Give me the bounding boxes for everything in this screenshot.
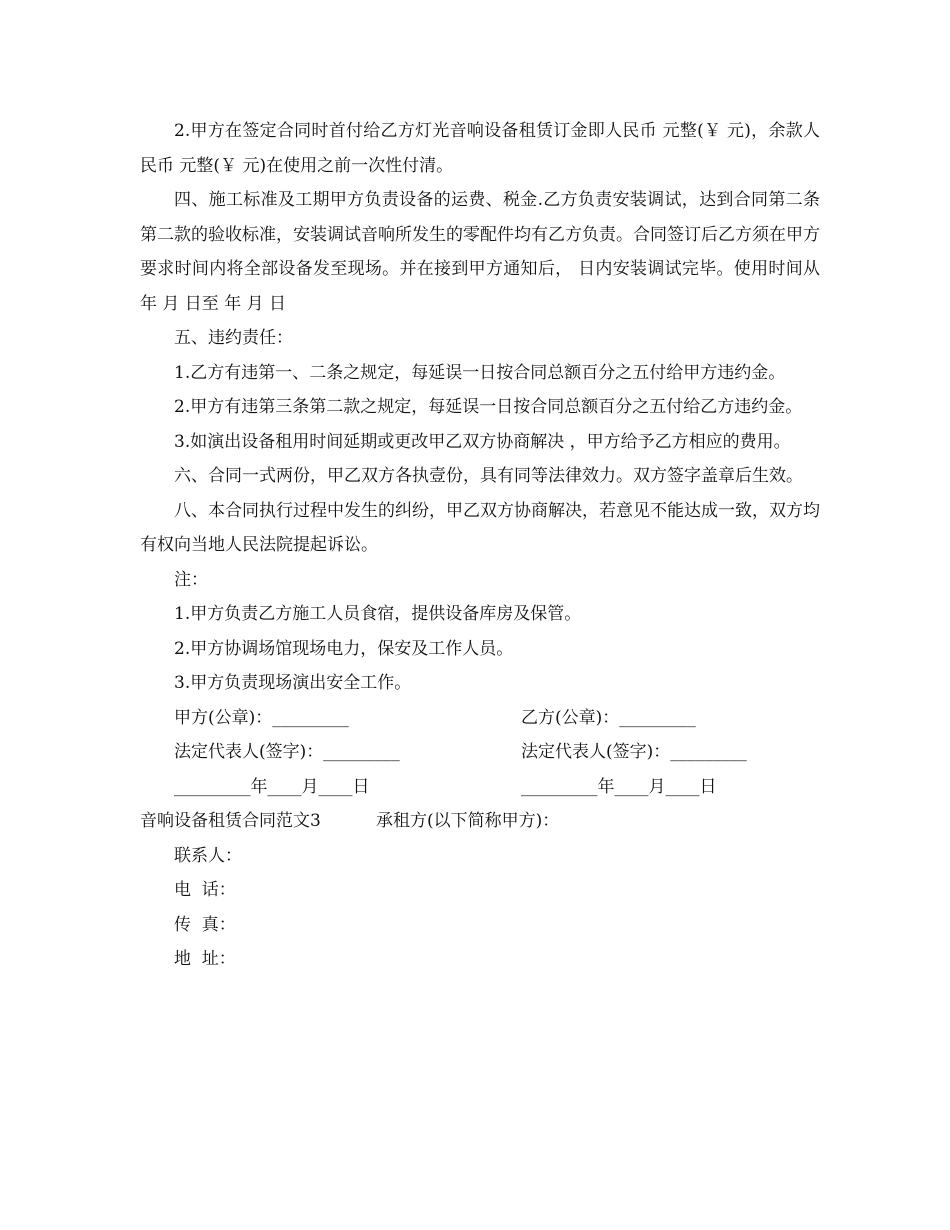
field-fax: 传 真：: [174, 914, 236, 935]
field-address: 地 址：: [174, 949, 236, 969]
clause-breach-b: 1.乙方有违第一、二条之规定，每延误一日按合同总额百分之五付给甲方违约金。: [174, 362, 786, 383]
party-a-date: _________年____月____日: [174, 776, 370, 797]
clause-disputes: 八、本合同执行过程中发生的纠纷，甲乙双方协商解决，若意见不能达成一致，双方均有权向当地人民法院提起诉讼。: [140, 500, 820, 555]
note-3: 3.甲方负责现场演出安全工作。: [174, 673, 412, 693]
notes-heading: 注：: [174, 569, 208, 590]
party-a-rep: 法定代表人(签字)：_________: [174, 742, 400, 762]
signature-rep-row: [140, 735, 820, 770]
clause-extension: 3.如演出设备租用时间延期或更改甲乙双方协商解决 ，甲方给予乙方相应的费用。: [174, 431, 791, 452]
next-section-title-row: [140, 804, 820, 839]
clause-breach-a: 2.甲方有违第三条第二款之规定，每延误一日按合同总额百分之五付给乙方违约金。: [174, 397, 803, 417]
party-a-seal: 甲方(公章)：_________: [174, 707, 349, 728]
party-b-rep: 法定代表人(签字)：_________: [521, 742, 747, 762]
field-phone: 电 话：: [174, 880, 236, 900]
note-1: 1.甲方负责乙方施工人员食宿，提供设备库房及保管。: [174, 604, 582, 624]
signature-date-row: [140, 770, 820, 805]
lessee-label: 承租方(以下简称甲方)：: [376, 811, 560, 831]
clause-copies: 六、合同一式两份，甲乙双方各执壹份，具有同等法律效力。双方签字盖章后生效。: [174, 466, 803, 486]
party-b-date: _________年____月____日: [521, 776, 717, 797]
clause-installation: 四、施工标准及工期甲方负责设备的运费、税金.乙方负责安装调试，达到合同第二条第二款的验收标准，安装调试音响所发生的零配件均有乙方负责。合同签订后乙方须在甲方要求时间内将全部设备发至现场。并在接到甲方通知后， 日内安装调试完毕。使用时间从 年 月 日至 年 月 日: [140, 190, 820, 314]
party-b-seal: 乙方(公章)：_________: [521, 707, 696, 728]
section-title: 音响设备租赁合同范文3: [140, 811, 321, 831]
field-contact: 联系人：: [174, 845, 242, 866]
signature-seal-row: [140, 701, 820, 736]
contract-body: [140, 114, 820, 977]
note-2: 2.甲方协调场馆现场电力，保安及工作人员。: [174, 638, 514, 659]
clause-deposit: 2.甲方在签定合同时首付给乙方灯光音响设备租赁订金即人民币 元整(￥ 元)，余款人民币 元整(￥ 元)在使用之前一次性付清。: [140, 121, 820, 176]
clause-breach-heading: 五、违约责任：: [174, 328, 293, 348]
